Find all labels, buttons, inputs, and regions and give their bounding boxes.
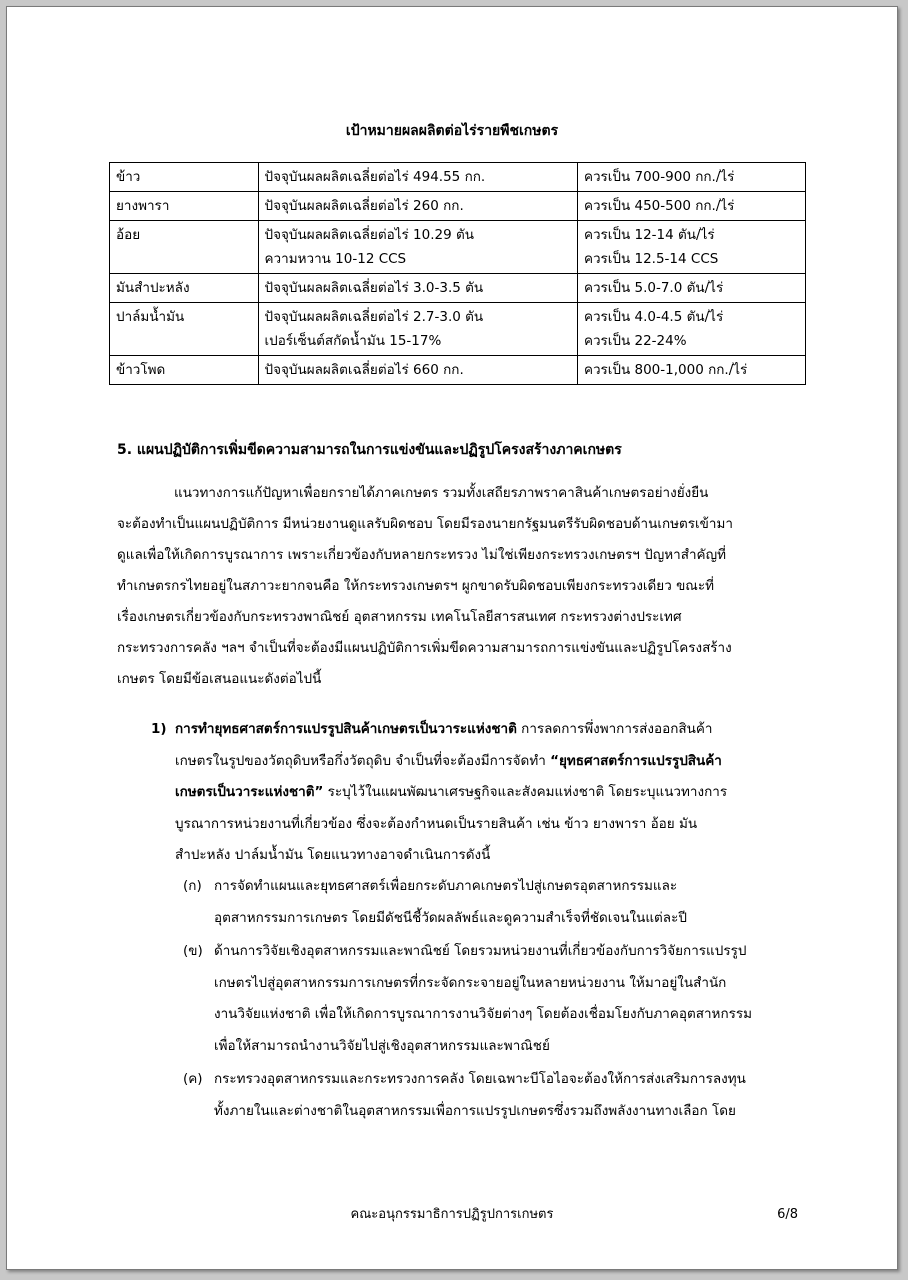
- target-yield-cell: [577, 274, 805, 303]
- sub-item-label: (ข): [183, 943, 203, 959]
- current-yield-cell: [258, 192, 577, 221]
- current-yield-line: ปัจจุบันผลผลิตเฉลี่ยต่อไร่ 10.29 ตัน: [264, 227, 474, 243]
- current-yield-cell: [258, 274, 577, 303]
- sub-item-label: (ก): [183, 878, 202, 894]
- current-yield-line: ปัจจุบันผลผลิตเฉลี่ยต่อไร่ 660 กก.: [264, 362, 464, 378]
- crop-cell: ข้าว: [110, 163, 259, 192]
- crop-cell: มันสำปะหลัง: [110, 274, 259, 303]
- item-bold-text: “ยุทธศาสตร์การแปรรูปสินค้า: [550, 752, 722, 769]
- item-line: บูรณาการหน่วยงานที่เกี่ยวข้อง ซึ่งจะต้องกำหนดเป็นรายสินค้า เช่น ข้าว ยางพารา อ้อย มัน: [175, 815, 698, 832]
- sub-item-line: เพื่อให้สามารถนำงานวิจัยไปสู่เชิงอุตสาหกรรมและพาณิชย์: [214, 1037, 550, 1054]
- page-title: เป้าหมายผลผลิตต่อไร่รายพืชเกษตร: [345, 123, 559, 139]
- item-bold-lead: การทำยุทธศาสตร์การแปรรูปสินค้าเกษตรเป็นวาระแห่งชาติ: [175, 721, 517, 737]
- item-bold-text: เกษตรเป็นวาระแห่งชาติ”: [175, 784, 324, 800]
- sub-item-line: งานวิจัยแห่งชาติ เพื่อให้เกิดการบูรณาการงานวิจัยต่างๆ โดยต้องเชื่อมโยงกับภาคอุตสาหกรรม: [214, 1006, 753, 1022]
- sub-item-text: ด้านการวิจัยเชิงอุตสาหกรรมและพาณิชย์ โดยรวมหน่วยงานที่เกี่ยวข้องกับการวิจัยการแปรรูป: [214, 943, 747, 959]
- paragraph-line: จะต้องทำเป็นแผนปฏิบัติการ มีหน่วยงานดูแลรับผิดชอบ โดยมีรองนายกรัฐมนตรีรับผิดชอบด้านเกษตรเข้ามา: [117, 516, 733, 532]
- current-yield-line: ปัจจุบันผลผลิตเฉลี่ยต่อไร่ 494.55 กก.: [264, 169, 486, 185]
- yield-target-table: [109, 162, 806, 385]
- section-heading: 5. แผนปฏิบัติการเพิ่มขีดความสามารถในการแข่งขันและปฏิรูปโครงสร้างภาคเกษตร: [117, 442, 622, 458]
- sub-item-line: [183, 1064, 813, 1096]
- target-yield-cell: [577, 221, 805, 274]
- page-number: 6/8: [777, 1207, 798, 1222]
- document-page: [6, 6, 898, 1270]
- target-yield-line: ควรเป็น 800-1,000 กก./ไร่: [583, 362, 748, 378]
- paragraph-line: ดูแลเพื่อให้เกิดการบูรณาการ เพราะเกี่ยวข้องกับหลายกระทรวง ไม่ใช่เพียงกระทรวงเกษตรฯ ปัญหาสำคัญที่: [117, 547, 726, 563]
- footer-committee: คณะอนุกรรมาธิการปฏิรูปการเกษตร: [350, 1207, 554, 1222]
- paragraph-line: กระทรวงการคลัง ฯลฯ จำเป็นที่จะต้องมีแผนปฏิบัติการเพิ่มขีดความสามารถการแข่งขันและปฏิรูปโครงสร้าง: [117, 640, 732, 656]
- target-yield-line: ควรเป็น 700-900 กก./ไร่: [583, 169, 735, 185]
- target-yield-cell: [577, 192, 805, 221]
- sub-item-line: อุตสาหกรรมการเกษตร โดยมีดัชนีชี้วัดผลลัพธ์และดูความสำเร็จที่ชัดเจนในแต่ละปี: [214, 909, 687, 926]
- table-row: [110, 303, 806, 356]
- item-line: [151, 777, 811, 809]
- table-row: [110, 192, 806, 221]
- sub-item-list: [183, 871, 813, 1129]
- current-yield-line: ปัจจุบันผลผลิตเฉลี่ยต่อไร่ 3.0-3.5 ตัน: [264, 280, 484, 296]
- table-row: [110, 221, 806, 274]
- target-yield-cell: [577, 163, 805, 192]
- current-yield-line: เปอร์เซ็นต์สกัดน้ำมัน 15-17%: [264, 333, 442, 349]
- current-yield-line: ปัจจุบันผลผลิตเฉลี่ยต่อไร่ 260 กก.: [264, 198, 464, 214]
- sub-item: [183, 1064, 813, 1127]
- sub-item: [183, 936, 813, 1062]
- item-line: สำปะหลัง ปาล์มน้ำมัน โดยแนวทางอาจดำเนินการดังนี้: [175, 847, 491, 863]
- sub-item-text: การจัดทำแผนและยุทธศาสตร์เพื่อยกระดับภาคเกษตรไปสู่เกษตรอุตสาหกรรมและ: [214, 878, 678, 894]
- paragraph-line: ทำเกษตรกรไทยอยู่ในสภาวะยากจนคือ ให้กระทรวงเกษตรฯ ผูกขาดรับผิดชอบเพียงกระทรวงเดียว ขณะที่: [117, 578, 714, 594]
- item-text: ระบุไว้ในแผนพัฒนาเศรษฐกิจและสังคมแห่งชาติ โดยระบุแนวทางการ: [323, 784, 728, 800]
- section-paragraph: [117, 478, 805, 695]
- target-yield-line: ควรเป็น 5.0-7.0 ตัน/ไร่: [583, 280, 724, 296]
- current-yield-line: ความหวาน 10-12 CCS: [264, 251, 407, 267]
- item-line: [151, 714, 811, 746]
- numbered-item: [151, 714, 811, 872]
- current-yield-cell: [258, 163, 577, 192]
- paragraph-line: เรื่องเกษตรเกี่ยวข้องกับกระทรวงพาณิชย์ อุตสาหกรรม เทคโนโลยีสารสนเทศ กระทรวงต่างประเทศ: [117, 609, 682, 625]
- paragraph-line: แนวทางการแก้ปัญหาเพื่อยกรายได้ภาคเกษตร รวมทั้งเสถียรภาพราคาสินค้าเกษตรอย่างยั่งยืน: [174, 485, 709, 501]
- target-yield-cell: [577, 356, 805, 385]
- table-row: [110, 356, 806, 385]
- sub-item-label: (ค): [183, 1071, 203, 1087]
- crop-cell: ข้าวโพด: [110, 356, 259, 385]
- target-yield-line: ควรเป็น 450-500 กก./ไร่: [583, 198, 735, 214]
- item-number: 1): [151, 721, 167, 737]
- sub-item-line: เกษตรไปสู่อุตสาหกรรมการเกษตรที่กระจัดกระจายอยู่ในหลายหน่วยงาน ให้มาอยู่ในสำนัก: [214, 974, 727, 991]
- current-yield-cell: [258, 356, 577, 385]
- sub-item-line: [183, 936, 813, 968]
- table-row: [110, 274, 806, 303]
- target-yield-line: ควรเป็น 4.0-4.5 ตัน/ไร่: [583, 309, 724, 325]
- item-text: การลดการพึ่งพาการส่งออกสินค้า: [516, 721, 713, 737]
- target-yield-line: ควรเป็น 22-24%: [583, 333, 687, 349]
- item-line: [151, 746, 811, 778]
- target-yield-line: ควรเป็น 12-14 ตัน/ไร่: [583, 227, 715, 243]
- sub-item: [183, 871, 813, 934]
- target-yield-cell: [577, 303, 805, 356]
- item-text: เกษตรในรูปของวัตถุดิบหรือกึ่งวัตถุดิบ จำเป็นที่จะต้องมีการจัดทำ: [175, 752, 551, 769]
- sub-item-line: ทั้งภายในและต่างชาติในอุตสาหกรรมเพื่อการแปรรูปเกษตรซึ่งรวมถึงพลังงานทางเลือก โดย: [214, 1102, 736, 1119]
- crop-cell: ปาล์มน้ำมัน: [110, 303, 259, 356]
- paragraph-line: เกษตร โดยมีข้อเสนอแนะดังต่อไปนี้: [117, 671, 322, 687]
- crop-cell: ยางพารา: [110, 192, 259, 221]
- current-yield-line: ปัจจุบันผลผลิตเฉลี่ยต่อไร่ 2.7-3.0 ตัน: [264, 309, 484, 325]
- current-yield-cell: [258, 303, 577, 356]
- sub-item-line: [183, 871, 813, 903]
- crop-cell: อ้อย: [110, 221, 259, 274]
- current-yield-cell: [258, 221, 577, 274]
- sub-item-text: กระทรวงอุตสาหกรรมและกระทรวงการคลัง โดยเฉพาะบีโอไอจะต้องให้การส่งเสริมการลงทุน: [214, 1071, 746, 1087]
- target-yield-line: ควรเป็น 12.5-14 CCS: [583, 251, 719, 267]
- table-row: [110, 163, 806, 192]
